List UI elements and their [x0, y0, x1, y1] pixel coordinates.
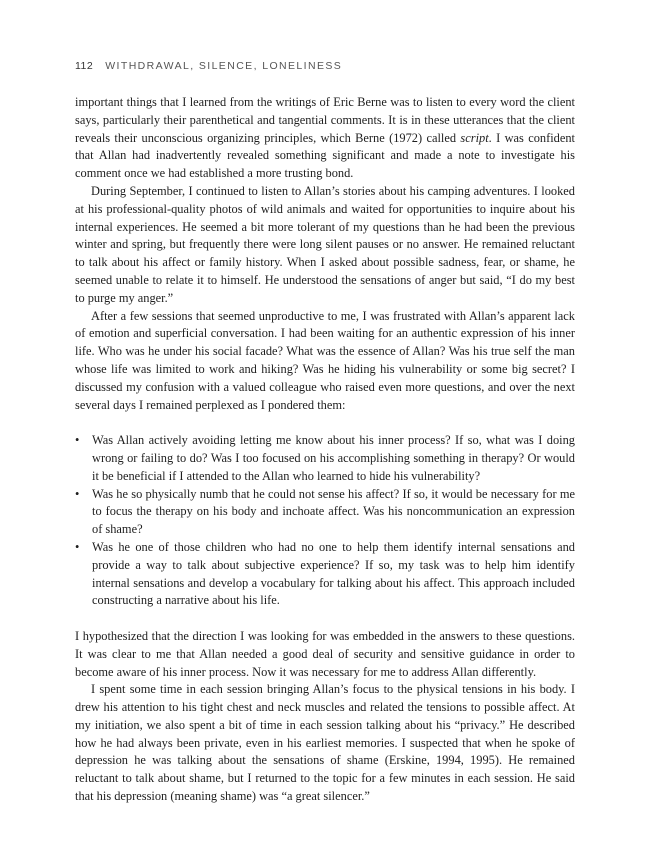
bullet-text: Was he so physically numb that he could not sense his affect? If so, it would be necessary for me to focus the therapy on his body and inchoate affect. Was his noncommunication an expression of shame? [92, 486, 575, 537]
bullet-marker: • [75, 539, 80, 554]
italic-term: script [460, 130, 489, 145]
page-number: 112 [75, 60, 94, 72]
text-run: I hypothesized that the direction I was looking for was embedded in the answers to these questions. It was clear to me that Allan needed a good deal of security and sensitive guidance in order to become aware of his inner process. Now it was necessary for me to address Allan differently. [75, 628, 575, 679]
bullet-list [75, 432, 575, 610]
bullet-text: Was Allan actively avoiding letting me know about his inner process? If so, what was I doing wrong or failing to do? Was I too focused on his accomplishing something in therapy? Or would it be beneficial if I attended to the Allan who learned to hide his vulnerability? [92, 433, 575, 483]
bullet-item [75, 539, 575, 610]
paragraphs-bottom [75, 628, 575, 806]
text-run: important things that I learned from the writings of Eric Berne was to listen to every word the client says, particularly their parenthetical and tangential comments. It is in these utterances that the client reveals their unconscious organizing principles, which Berne (1972) called [75, 95, 575, 145]
bullet-marker: • [75, 433, 80, 448]
book-page [75, 60, 575, 806]
paragraph [75, 308, 575, 415]
text-run: . I was confident that Allan had inadvertently revealed something significant and made a note to investigate his comment once we had established a more trusting bond. [75, 130, 575, 181]
paragraph [75, 94, 575, 183]
paragraph [75, 681, 575, 806]
running-title: WITHDRAWAL, SILENCE, LONELINESS [105, 60, 343, 72]
paragraph [75, 628, 575, 681]
paragraphs-top [75, 94, 575, 414]
text-run: After a few sessions that seemed unproductive to me, I was frustrated with Allan’s apparent lack of emotion and superficial conversation. I had been waiting for an authentic expression of his inner life. Who was he under his social facade? What was the essence of Allan? Was his true self the man whose life was limited to work and hiking? Was he hiding his vulnerability or some big secret? I discussed my confusion with a valued colleague who raised even more questions, and over the next several days I remained perplexed as I pondered them: [75, 308, 575, 412]
bullet-text: Was he one of those children who had no one to help them identify internal sensations and provide a way to talk about subjective experience? If so, my task was to help him identify internal sensations and develop a vocabulary for talking about his affect. This approach included constructing a narrative about his life. [92, 539, 575, 608]
bullet-item [75, 486, 575, 539]
paragraph [75, 183, 575, 308]
body-text [75, 94, 575, 806]
text-run: During September, I continued to listen to Allan’s stories about his camping adventures. I looked at his professional-quality photos of wild animals and waited for opportunities to inquire about his internal experiences. He seemed a bit more tolerant of my questions than he had been the previous winter and spring, but frequently there were long silent pauses or no answer. He remained reluctant to talk about his affect or family history. When I asked about possible sadness, fear, or shame, he seemed unable to relate it to himself. He understood the sensations of anger but said, “I do my best to purge my anger.” [75, 183, 575, 305]
bullet-marker: • [75, 486, 80, 501]
text-run: I spent some time in each session bringing Allan’s focus to the physical tensions in his body. I drew his attention to his tight chest and neck muscles and related the tensions to possible affect. At my initiation, we also spent a bit of time in each session talking about his “privacy.” He described how he had always been private, even in his earliest memories. I suspected that when he spoke of depression he was talking about the sensations of shame (Erskine, 1994, 1995). He remained reluctant to talk about shame, but I returned to the topic for a few minutes in each session. He said that his depression (meaning shame) was “a great silencer.” [75, 682, 575, 804]
running-header [75, 60, 575, 78]
bullet-item [75, 432, 575, 485]
